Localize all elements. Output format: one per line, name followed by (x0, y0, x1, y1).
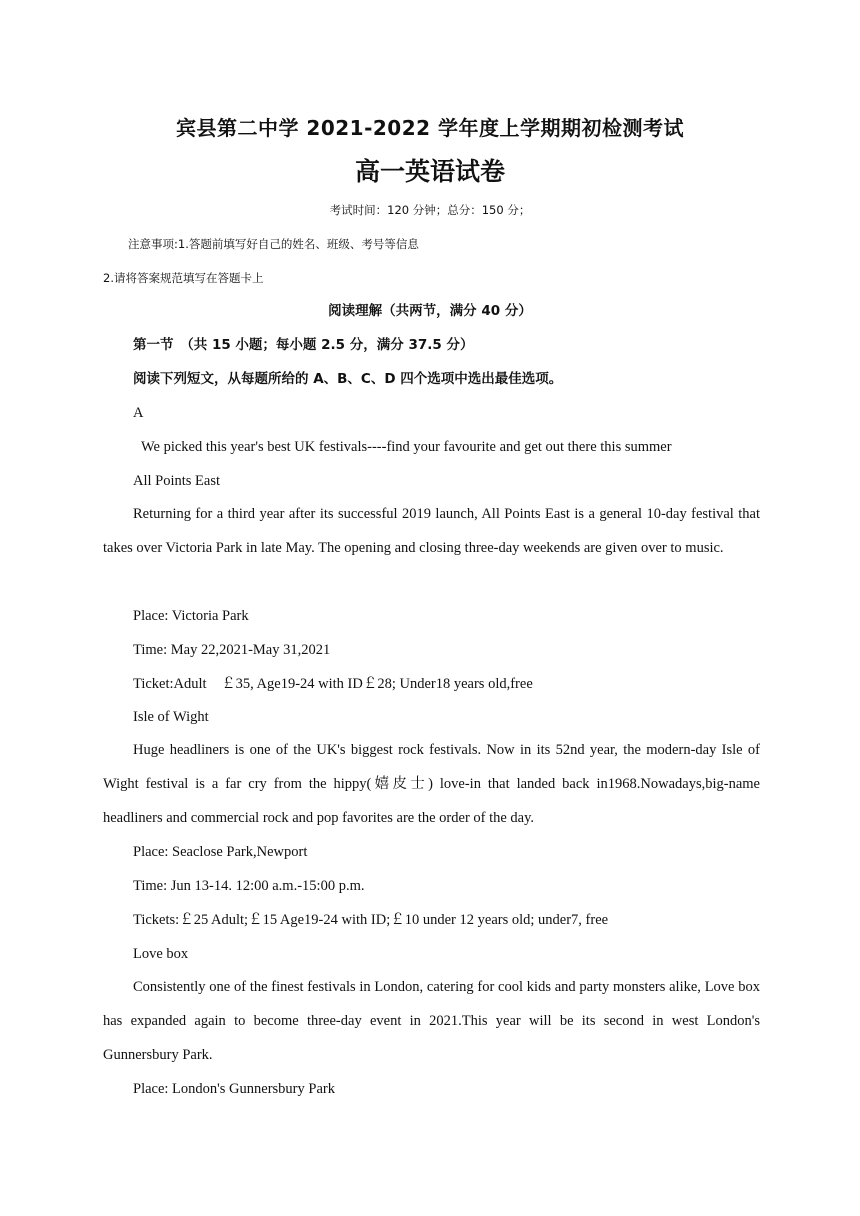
festival-name: Love box (133, 946, 189, 962)
festival-description: Returning for a third year after its successful 2019 launch, All Points East is a general 10-day festival that takes over Victoria Park in late May. The opening and closing three-day weekends are given over to music. (103, 506, 760, 556)
festival-time: Time: May 22,2021-May 31,2021 (133, 642, 331, 658)
note-1: 注意事项:1.答题前填写好自己的姓名、班级、考号等信息 (128, 237, 419, 251)
festival-ticket: Tickets:￡25 Adult;￡15 Age19-24 with ID;￡10 under 12 years old; under7, free (133, 912, 609, 928)
exam-info: 考试时间：120 分钟；总分：150 分； (329, 203, 531, 217)
note-2: 2.请将答案规范填写在答题卡上 (103, 271, 264, 285)
school-title: 宾县第二中学 2021-2022 学年度上学期期初检测考试 (175, 116, 685, 140)
festival-time: Time: Jun 13-14. 12:00 a.m.-15:00 p.m. (133, 878, 365, 894)
festival-place: Place: London's Gunnersbury Park (133, 1081, 335, 1097)
exam-title: 高一英语试卷 (354, 157, 505, 186)
section-heading: 阅读理解（共两节，满分 40 分） (328, 303, 532, 319)
festival-place: Place: Victoria Park (133, 608, 249, 624)
festival-description: Consistently one of the finest festivals in London, catering for cool kids and party monsters alike, Love box has expanded again to become three-day event in 2021.This year will be its second in west London's Gunnersbury Park. (103, 979, 760, 1063)
festival-name: All Points East (133, 473, 221, 489)
passage-intro: We picked this year's best UK festivals----find your favourite and get out there this summer (141, 439, 672, 455)
passage-label: A (133, 405, 144, 421)
festival-ticket: Ticket:Adult ￡35, Age19-24 with ID￡28; Under18 years old,free (133, 676, 533, 692)
festival-name: Isle of Wight (133, 709, 209, 725)
festival-description: Huge headliners is one of the UK's biggest rock festivals. Now in its 52nd year, the modern-day Isle of Wight festival is a far cry from the hippy(嬉皮士) love-in that landed back in1968.Nowadays,big-name headliners and commercial rock and pop favorites are the order of the day. (103, 742, 760, 826)
instruction: 阅读下列短文，从每题所给的 A、B、C、D 四个选项中选出最佳选项。 (133, 371, 563, 387)
festival-place: Place: Seaclose Park,Newport (133, 844, 308, 860)
part1-heading: 第一节 （共 15 小题；每小题 2.5 分，满分 37.5 分） (133, 337, 474, 353)
